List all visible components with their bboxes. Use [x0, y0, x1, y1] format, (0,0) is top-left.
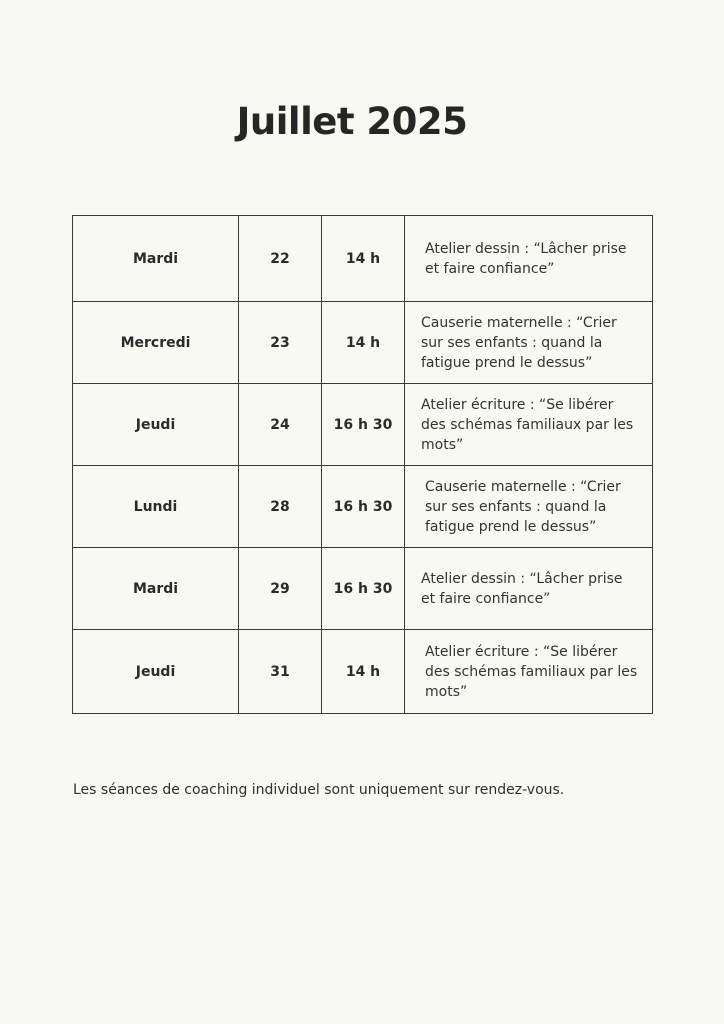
table-row: [73, 466, 653, 548]
day-cell: Mardi: [73, 548, 239, 630]
activity-text: Causerie maternelle : “Crier sur ses enfants : quand la fatigue prend le dessus”: [421, 314, 617, 371]
day-cell: Mardi: [73, 216, 239, 302]
date-cell: 28: [239, 466, 322, 548]
page-title: Juillet 2025: [236, 100, 468, 143]
date-cell: 23: [239, 302, 322, 384]
date-cell: 22: [239, 216, 322, 302]
activity-text: Atelier dessin : “Lâcher prise et faire confiance”: [421, 570, 623, 607]
activity-text: Atelier dessin : “Lâcher prise et faire confiance”: [425, 240, 627, 277]
day-cell: Mercredi: [73, 302, 239, 384]
activity-text: Causerie maternelle : “Crier sur ses enfants : quand la fatigue prend le dessus”: [425, 478, 621, 535]
activity-text: Atelier écriture : “Se libérer des schémas familiaux par les mots”: [425, 643, 638, 700]
table-row: [73, 548, 653, 630]
time-cell: 14 h: [322, 216, 405, 302]
day-cell: Jeudi: [73, 384, 239, 466]
time-cell: 14 h: [322, 630, 405, 714]
day-cell: Jeudi: [73, 630, 239, 714]
table-row: [73, 216, 653, 302]
activity-cell: [405, 548, 653, 630]
date-cell: 24: [239, 384, 322, 466]
time-cell: 14 h: [322, 302, 405, 384]
activity-cell: [405, 216, 653, 302]
date-cell: 29: [239, 548, 322, 630]
table-row: [73, 384, 653, 466]
activity-cell: [405, 384, 653, 466]
time-cell: 16 h 30: [322, 384, 405, 466]
date-cell: 31: [239, 630, 322, 714]
day-cell: Lundi: [73, 466, 239, 548]
schedule-table: [72, 215, 653, 714]
footer-note: Les séances de coaching individuel sont uniquement sur rendez-vous.: [73, 782, 565, 798]
time-cell: 16 h 30: [322, 548, 405, 630]
activity-cell: [405, 630, 653, 714]
activity-cell: [405, 302, 653, 384]
activity-text: Atelier écriture : “Se libérer des schémas familiaux par les mots”: [421, 396, 634, 453]
time-cell: 16 h 30: [322, 466, 405, 548]
table-row: [73, 630, 653, 714]
activity-cell: [405, 466, 653, 548]
table-row: [73, 302, 653, 384]
